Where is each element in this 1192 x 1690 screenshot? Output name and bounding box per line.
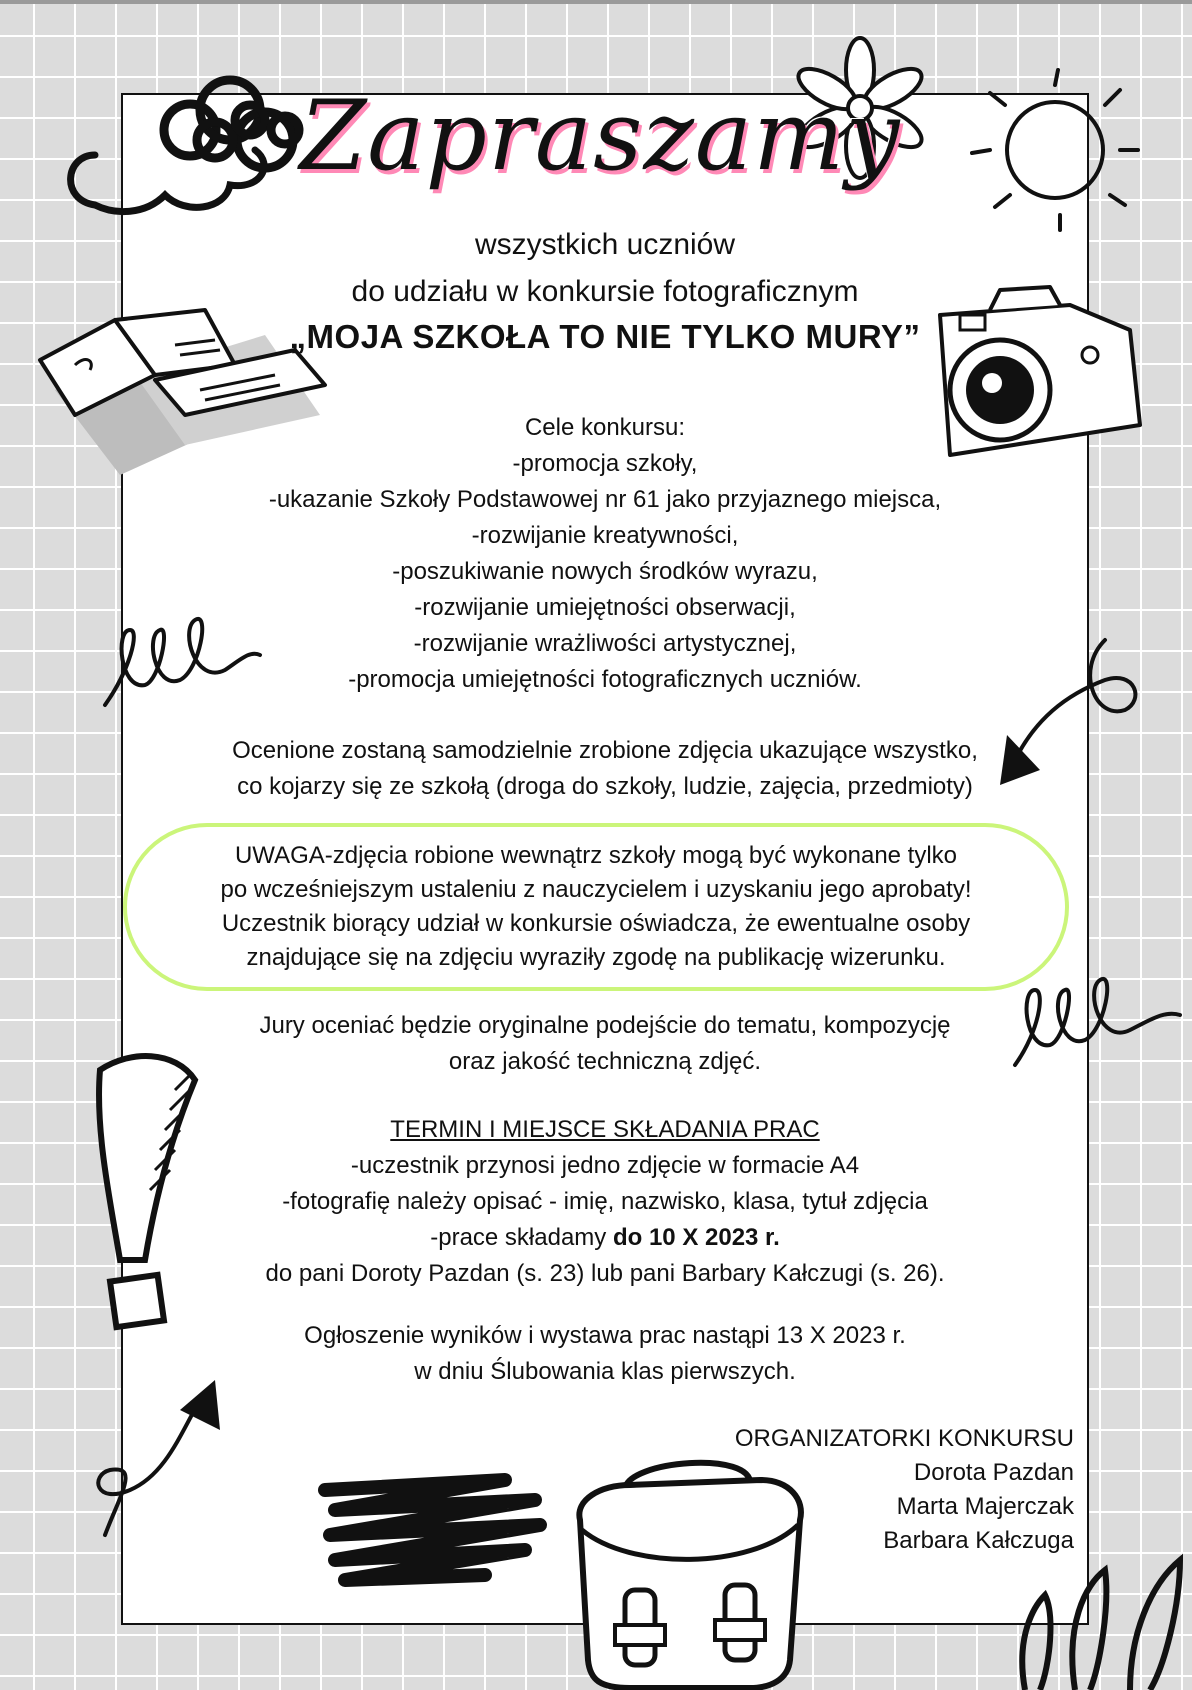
organizers-heading: ORGANIZATORKI KONKURSU	[734, 1425, 1074, 1452]
goal-item: -poszukiwanie nowych środków wyrazu,	[392, 558, 818, 585]
notice-line-4: znajdujące się na zdjęciu wyraziły zgodę na publikację wizerunku.	[246, 944, 946, 971]
submission-item-1: -uczestnik przynosi jedno zdjęcie w formacie A4	[350, 1152, 860, 1179]
goal-item: -rozwijanie wrażliwości artystycznej,	[413, 630, 797, 657]
results-section	[121, 1318, 1089, 1390]
evaluation-section	[121, 733, 1089, 805]
zigzag-scribble	[305, 1475, 565, 1595]
submission-item-3	[121, 1220, 1089, 1256]
intro-line-2: do udziału w konkursie fotograficznym	[351, 275, 859, 308]
notice-line-1: UWAGA-zdjęcia robione wewnątrz szkoły mogą być wykonane tylko	[234, 842, 958, 869]
organizer-name: Marta Majerczak	[896, 1493, 1074, 1520]
submission-deadline: do 10 X 2023 r.	[612, 1224, 780, 1251]
goals-heading: Cele konkursu:	[524, 414, 686, 441]
top-edge-line	[0, 0, 1192, 4]
submission-item-4: do pani Doroty Pazdan (s. 23) lub pani Barbary Kałczugi (s. 26).	[265, 1260, 945, 1287]
goal-item: -promocja umiejętności fotograficznych uczniów.	[348, 666, 862, 693]
notice-line-2: po wcześniejszym ustaleniu z nauczycielem i uzyskaniu jego aprobaty!	[220, 876, 972, 903]
goal-item: -ukazanie Szkoły Podstawowej nr 61 jako przyjaznego miejsca,	[268, 486, 942, 513]
contest-name: „MOJA SZKOŁA TO NIE TYLKO MURY”	[289, 318, 921, 355]
page-title: Zapraszamy	[299, 80, 901, 192]
evaluation-line-2: co kojarzy się ze szkołą (droga do szkoły, ludzie, zajęcia, przedmioty)	[237, 773, 973, 800]
results-line-1: Ogłoszenie wyników i wystawa prac nastąpi 13 X 2023 r.	[304, 1322, 906, 1349]
scribble-cloud-icon	[55, 65, 315, 220]
organizers-section	[600, 1422, 1074, 1558]
evaluation-line-1: Ocenione zostaną samodzielnie zrobione zdjęcia ukazujące wszystko,	[232, 737, 978, 764]
notice-line-3: Uczestnik biorący udział w konkursie oświadcza, że ewentualne osoby	[221, 910, 971, 937]
notice-box	[123, 823, 1069, 991]
goal-item: -rozwijanie kreatywności,	[471, 522, 739, 549]
goal-item: -promocja szkoły,	[512, 450, 698, 477]
jury-line-1: Jury oceniać będzie oryginalne podejście do tematu, kompozycję	[259, 1012, 951, 1039]
organizer-name: Barbara Kałczuga	[883, 1527, 1074, 1554]
submission-heading: TERMIN I MIEJSCE SKŁADANIA PRAC	[390, 1116, 820, 1143]
submission-section	[121, 1112, 1089, 1292]
sun-icon	[960, 65, 1145, 235]
curved-arrow-left	[70, 1375, 230, 1545]
submission-item-2: -fotografię należy opisać - imię, nazwisko, klasa, tytuł zdjęcia	[282, 1188, 928, 1215]
organizer-name: Dorota Pazdan	[913, 1459, 1074, 1486]
jury-section	[121, 1008, 1089, 1080]
submission-item-3-prefix: -prace składamy	[430, 1224, 613, 1251]
goals-section	[121, 410, 1089, 698]
results-line-2: w dniu Ślubowania klas pierwszych.	[414, 1358, 796, 1385]
jury-line-2: oraz jakość techniczną zdjęć.	[448, 1048, 762, 1075]
intro-line-1: wszystkich uczniów	[474, 228, 736, 261]
goal-item: -rozwijanie umiejętności obserwacji,	[414, 594, 796, 621]
